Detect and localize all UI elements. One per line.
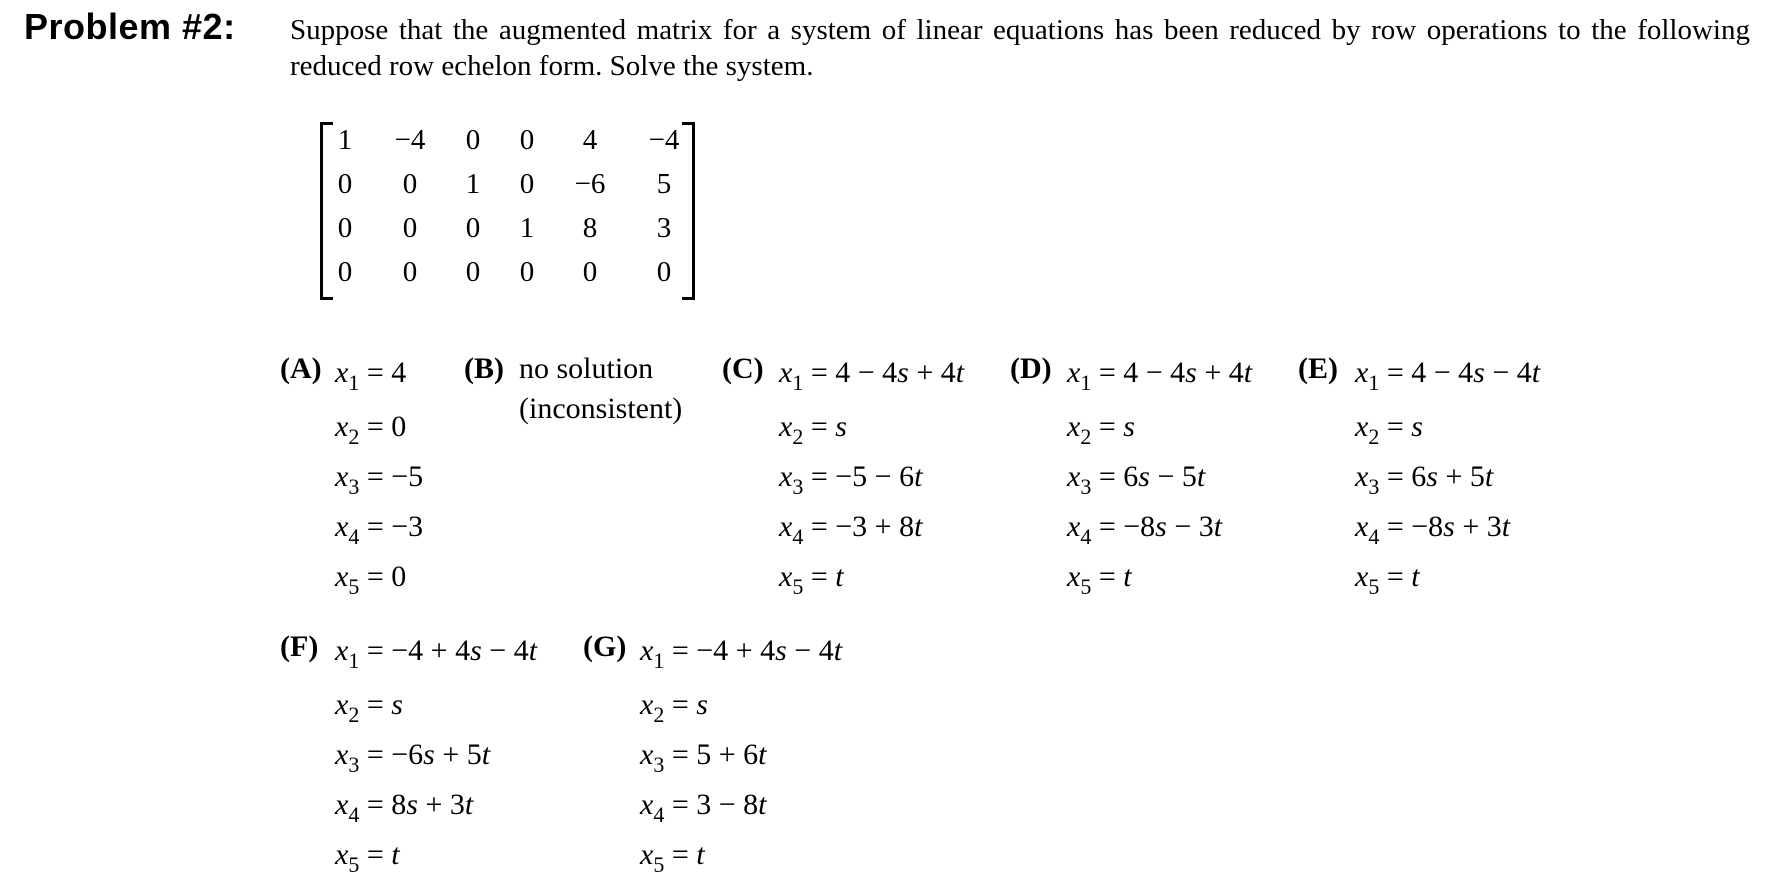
variable: $x_3$ (1355, 460, 1380, 499)
equation-rhs: = −5 − 6t (803, 460, 923, 493)
equation (335, 510, 424, 549)
equation (1355, 560, 1420, 599)
equation-rhs: = −3 + 8t (803, 510, 923, 543)
equation (335, 634, 538, 673)
choice-text: (inconsistent) (519, 392, 683, 425)
equation-rhs: = 4 − 4s + 4t (1091, 356, 1253, 389)
matrix-cell: 1 (337, 124, 353, 156)
equation (335, 560, 407, 599)
equation-rhs: = t (1091, 560, 1132, 593)
matrix-cell: 0 (465, 256, 481, 288)
variable: $x_2$ (1067, 410, 1092, 449)
equation-rhs: = 5 + 6t (664, 738, 767, 771)
variable: $x_4$ (335, 788, 360, 827)
equation-rhs: = −4 + 4s − 4t (359, 634, 538, 667)
variable: $x_1$ (335, 634, 360, 673)
variable: $x_3$ (1067, 460, 1092, 499)
equation-rhs: = s (1091, 410, 1135, 443)
variable: $x_3$ (640, 738, 665, 777)
matrix-cell: 3 (656, 212, 672, 244)
equation (779, 460, 923, 499)
variable: $x_2$ (640, 688, 665, 727)
variable: $x_3$ (779, 460, 804, 499)
problem-title: Problem #2: (24, 6, 236, 47)
equation-rhs: = −6s + 5t (359, 738, 491, 771)
matrix-cell: 1 (465, 168, 481, 200)
choice-label: (C) (722, 352, 764, 385)
variable: $x_1$ (1067, 356, 1092, 395)
matrix-right-bracket (682, 122, 695, 300)
variable: $x_5$ (779, 560, 804, 599)
equation-rhs: = s (803, 410, 847, 443)
equation-rhs: = t (803, 560, 844, 593)
equation (335, 356, 407, 395)
matrix-cell: 0 (582, 256, 598, 288)
equation (335, 738, 491, 777)
equation-rhs: = s (359, 688, 403, 721)
variable: $x_1$ (335, 356, 360, 395)
equation (779, 510, 923, 549)
variable: $x_4$ (779, 510, 804, 549)
equation (640, 788, 767, 827)
variable: $x_1$ (640, 634, 665, 673)
variable: $x_5$ (335, 838, 360, 877)
matrix-cell: 1 (519, 212, 535, 244)
equation (1067, 460, 1206, 499)
matrix-cell: 0 (519, 124, 535, 156)
matrix-cell: 0 (656, 256, 672, 288)
equation (640, 838, 705, 877)
equation (1355, 410, 1423, 449)
variable: $x_1$ (1355, 356, 1380, 395)
equation-rhs: = 0 (359, 410, 407, 443)
choice-text: no solution (519, 352, 654, 385)
variable: $x_5$ (1067, 560, 1092, 599)
variable: $x_4$ (640, 788, 665, 827)
variable: $x_3$ (335, 738, 360, 777)
choice-label: (E) (1298, 352, 1338, 385)
equation (1355, 356, 1541, 395)
equation (640, 688, 708, 727)
variable: $x_2$ (335, 688, 360, 727)
equation-rhs: = t (359, 838, 400, 871)
variable: $x_2$ (779, 410, 804, 449)
equation-rhs: = −8s + 3t (1379, 510, 1511, 543)
equation (335, 410, 407, 449)
equation (779, 356, 965, 395)
equation (335, 688, 403, 727)
matrix-cell: 4 (582, 124, 598, 156)
choice-label: (F) (280, 630, 319, 663)
equation (335, 460, 424, 499)
matrix-cell: 8 (582, 212, 598, 244)
matrix-cell: −4 (648, 124, 680, 156)
equation-rhs: = 6s + 5t (1379, 460, 1494, 493)
variable: $x_3$ (335, 460, 360, 499)
matrix-cell: 0 (519, 256, 535, 288)
equation (779, 410, 847, 449)
equation-rhs: = 0 (359, 560, 407, 593)
equation (335, 838, 400, 877)
variable: $x_2$ (335, 410, 360, 449)
matrix-left-bracket (320, 122, 333, 300)
equation (1067, 356, 1253, 395)
variable: $x_5$ (640, 838, 665, 877)
equation-rhs: = t (664, 838, 705, 871)
variable: $x_5$ (335, 560, 360, 599)
equation-rhs: = 4 (359, 356, 407, 389)
choice-label: (G) (583, 630, 627, 663)
matrix-cell: 5 (656, 168, 672, 200)
equation (1067, 560, 1132, 599)
variable: $x_4$ (1067, 510, 1092, 549)
matrix-cell: −4 (394, 124, 426, 156)
choice-label: (A) (280, 352, 322, 385)
equation-rhs: = 6s − 5t (1091, 460, 1206, 493)
problem-statement: Suppose that the augmented matrix for a system of linear equations has been reduced by row operations to the following reduced row echelon form. Solve the system. (290, 14, 1750, 82)
equation-rhs: = −4 + 4s − 4t (664, 634, 843, 667)
variable: $x_4$ (1355, 510, 1380, 549)
equation (779, 560, 844, 599)
equation (1355, 460, 1494, 499)
matrix-cell: 0 (337, 168, 353, 200)
equation-rhs: = t (1379, 560, 1420, 593)
equation (1067, 410, 1135, 449)
equation-rhs: = −5 (359, 460, 424, 493)
matrix-cell: 0 (465, 212, 481, 244)
matrix-cell: 0 (402, 168, 418, 200)
variable: $x_2$ (1355, 410, 1380, 449)
equation-rhs: = 4 − 4s − 4t (1379, 356, 1541, 389)
matrix-cell: 0 (402, 212, 418, 244)
equation (640, 634, 843, 673)
variable: $x_1$ (779, 356, 804, 395)
matrix-cell: 0 (465, 124, 481, 156)
equation-rhs: = s (1379, 410, 1423, 443)
matrix-cell: 0 (402, 256, 418, 288)
variable: $x_5$ (1355, 560, 1380, 599)
equation-rhs: = −8s − 3t (1091, 510, 1223, 543)
matrix-cell: 0 (519, 168, 535, 200)
equation (335, 788, 474, 827)
equation (1067, 510, 1223, 549)
matrix-cell: −6 (574, 168, 606, 200)
choice-label: (D) (1010, 352, 1052, 385)
equation-rhs: = 3 − 8t (664, 788, 767, 821)
equation (1355, 510, 1511, 549)
choice-label: (B) (464, 352, 504, 385)
equation (640, 738, 767, 777)
equation-rhs: = 4 − 4s + 4t (803, 356, 965, 389)
matrix-cell: 0 (337, 212, 353, 244)
equation-rhs: = 8s + 3t (359, 788, 474, 821)
matrix-cell: 0 (337, 256, 353, 288)
variable: $x_4$ (335, 510, 360, 549)
equation-rhs: = −3 (359, 510, 424, 543)
equation-rhs: = s (664, 688, 708, 721)
